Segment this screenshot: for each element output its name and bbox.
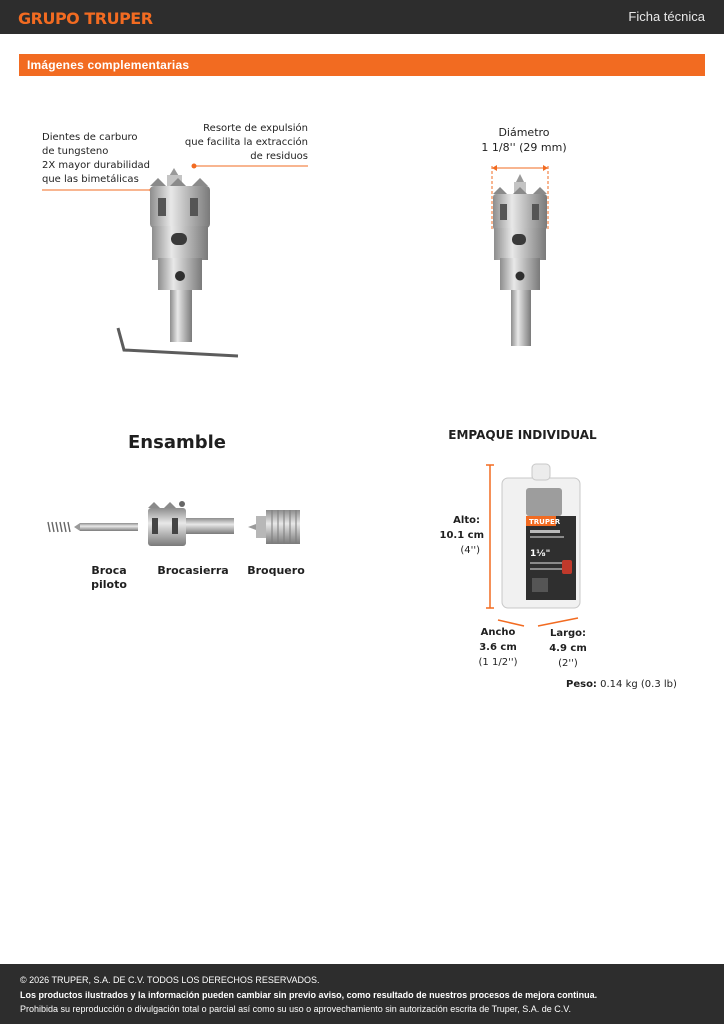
diameter-value: 1 1/8'' (29 mm) [481, 141, 567, 154]
document-type: Ficha técnica [628, 9, 705, 24]
assembly-part-hole-saw: Brocasierra [157, 564, 229, 577]
package-title: EMPAQUE INDIVIDUAL [448, 428, 597, 442]
package-box-size: 1⅛" [530, 549, 551, 559]
assembly-title: Ensamble [128, 432, 226, 453]
carbide-teeth-label: Dientes de carburo de tungsteno 2X mayor durabilidad que las bimetálicas [42, 132, 151, 185]
package-length-in: (2'') [558, 658, 578, 669]
footer-prohibition: Prohibida su reproducción o divulgación total o parcial así como su uso o aprovechamiento sin autorización escrita de Truper, S.A. de C.V. [20, 1004, 571, 1014]
section-header [19, 54, 705, 76]
top-bar [0, 0, 724, 34]
assembly-exploded-image [44, 498, 304, 558]
hole-saw-diameter-image [480, 160, 570, 350]
package-weight-value: 0.14 kg (0.3 lb) [600, 679, 677, 690]
package-height-label: Alto: [453, 515, 480, 526]
package-width-cm: 3.6 cm [479, 642, 517, 653]
package-weight-label: Peso: [566, 679, 597, 690]
diameter-title: Diámetro [498, 126, 550, 139]
brand-logo: GRUPO TRUPER [18, 9, 153, 28]
package-width-label: Ancho [480, 627, 516, 638]
package-width-in: (1 1/2'') [478, 657, 518, 668]
section-title: Imágenes complementarias [27, 58, 190, 72]
package-height-in: (4'') [460, 545, 480, 556]
assembly-part-pilot-drill: Broca piloto [91, 564, 127, 591]
package-length-cm: 4.9 cm [549, 643, 587, 654]
package-box-brand: TRUPER [529, 518, 561, 526]
footer-copyright: © 2026 TRUPER, S.A. DE C.V. TODOS LOS DERECHOS RESERVADOS. [20, 975, 320, 985]
package-dimensions-image [480, 460, 590, 635]
footer-notice: Los productos ilustrados y la información pueden cambiar sin previo aviso, como resultado de nuestros procesos de mejora continua. [20, 990, 598, 1000]
footer [0, 964, 724, 1024]
package-length-label: Largo: [549, 628, 587, 639]
ejection-spring-label: Resorte de expulsión que facilita la extracción de residuos [184, 123, 308, 162]
package-weight [566, 678, 676, 692]
package-height-cm: 10.1 cm [439, 530, 484, 541]
assembly-part-chuck: Broquero [247, 564, 305, 577]
